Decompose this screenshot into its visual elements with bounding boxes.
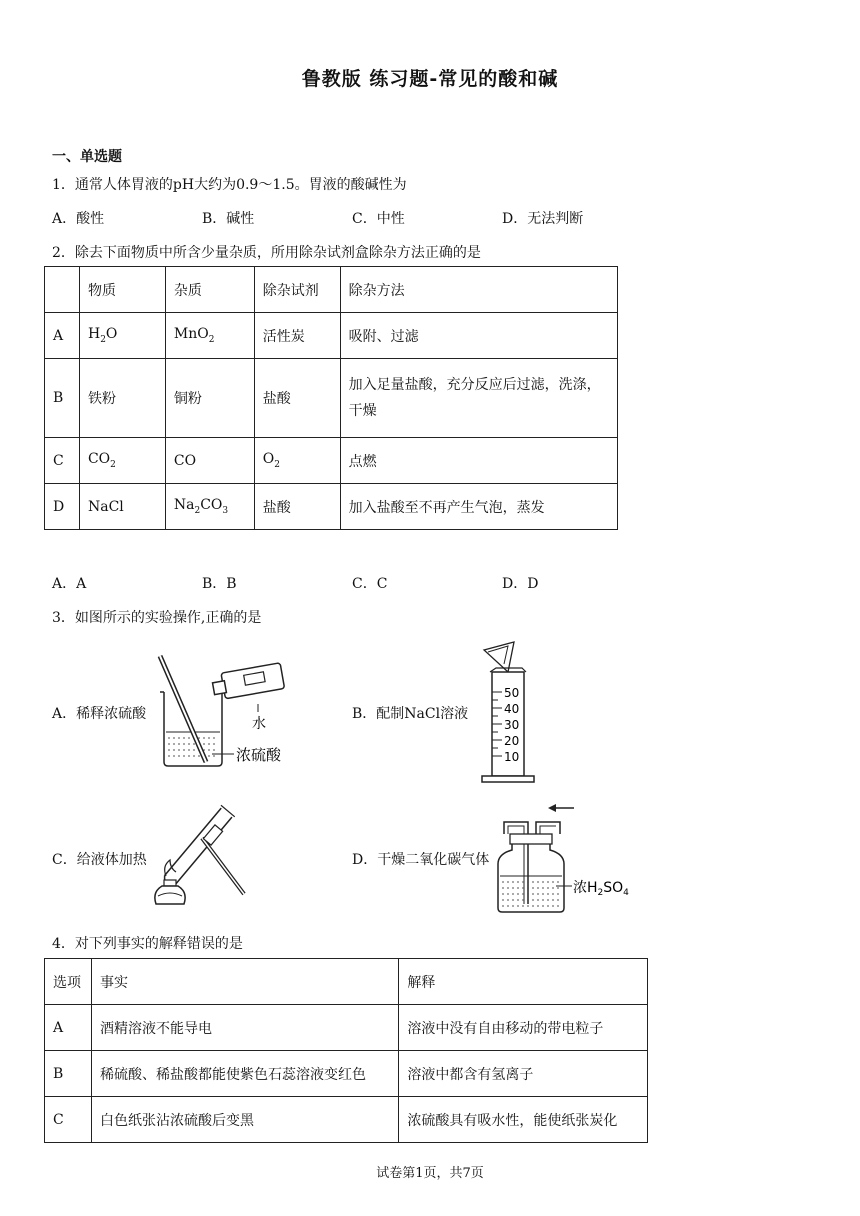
table-header-cell: 选项 [45, 959, 92, 1005]
explain-cell: 溶液中没有自由移动的带电粒子 [399, 1005, 648, 1051]
impurity-cell: $Na_2CO_3$ [165, 484, 254, 530]
q2-option-d[interactable]: D．D [502, 576, 539, 592]
row-label: B [45, 1051, 92, 1097]
reagent-cell: 活性炭 [254, 313, 340, 359]
row-label: B [45, 359, 80, 438]
reagent-cell: 盐酸 [254, 484, 340, 530]
q3-option-d[interactable]: D．干燥二氧化碳气体 [352, 852, 490, 868]
acid-label: 浓$H_2SO_4$ [573, 880, 629, 898]
table-row [45, 1097, 648, 1143]
q2-option-c[interactable]: C．C [352, 576, 388, 592]
q1-option-d[interactable]: D．无法判断 [502, 211, 584, 227]
table-row [45, 438, 618, 484]
q2-option-b[interactable]: B．B [202, 576, 237, 592]
row-label: A [45, 313, 80, 359]
row-label: A [45, 1005, 92, 1051]
table-header-cell: 杂质 [165, 267, 254, 313]
method-cell: 吸附、过滤 [340, 313, 617, 359]
row-label: C [45, 438, 80, 484]
table-row [45, 1005, 648, 1051]
q3-option-a[interactable]: A．稀释浓硫酸 [52, 706, 147, 722]
tick-label: 10 [504, 750, 520, 764]
q4-stem: 4．对下列事实的解释错误的是 [52, 936, 243, 952]
table-row [45, 484, 618, 530]
substance-cell: 铁粉 [79, 359, 165, 438]
explain-cell: 溶液中都含有氢离子 [399, 1051, 648, 1097]
q3-option-b[interactable]: B．配制NaCl溶液 [352, 706, 469, 722]
tick-label: 30 [504, 718, 520, 732]
impurity-cell: CO [165, 438, 254, 484]
method-cell: 加入盐酸至不再产生气泡，蒸发 [340, 484, 617, 530]
dilution-figure [150, 650, 300, 770]
cylinder-figure [478, 640, 558, 786]
page-title: 鲁教版 练习题-常见的酸和碱 [301, 68, 559, 90]
table-header-cell: 物质 [79, 267, 165, 313]
tick-label: 50 [504, 686, 520, 700]
table-header-cell: 解释 [399, 959, 648, 1005]
table-row [45, 313, 618, 359]
explain-cell: 浓硫酸具有吸水性，能使纸张炭化 [399, 1097, 648, 1143]
table-header-cell: 除杂方法 [340, 267, 617, 313]
table-header-row [45, 959, 648, 1005]
drying-figure [490, 800, 640, 918]
tick-label: 20 [504, 734, 520, 748]
q3-option-c[interactable]: C．给液体加热 [52, 852, 147, 868]
acid-label: 浓硫酸 [236, 746, 282, 764]
fact-cell: 酒精溶液不能导电 [91, 1005, 398, 1051]
water-label: 水 [252, 716, 266, 732]
table-row [45, 359, 618, 438]
section-heading: 一、单选题 [52, 149, 122, 165]
q2-option-a[interactable]: A．A [52, 576, 87, 592]
method-cell: 点燃 [340, 438, 617, 484]
method-cell: 加入足量盐酸，充分反应后过滤，洗涤， 干燥 [340, 359, 617, 438]
table-header-cell [45, 267, 80, 313]
impurity-cell: MnO$_2$ [165, 313, 254, 359]
reagent-cell: $O_2$ [254, 438, 340, 484]
q1-stem: 1．通常人体胃液的pH大约为0.9～1.5。胃液的酸碱性为 [52, 177, 407, 193]
table-header-cell: 事实 [91, 959, 398, 1005]
substance-cell: NaCl [79, 484, 165, 530]
q1-option-c[interactable]: C．中性 [352, 211, 405, 227]
q1-option-a[interactable]: A．酸性 [52, 211, 105, 227]
tick-label: 40 [504, 702, 520, 716]
page-footer: 试卷第1页，共7页 [376, 1166, 484, 1181]
reagent-cell: 盐酸 [254, 359, 340, 438]
substance-cell: $CO_2$ [79, 438, 165, 484]
row-label: C [45, 1097, 92, 1143]
q1-option-b[interactable]: B．碱性 [202, 211, 255, 227]
q4-table [44, 958, 648, 1143]
table-header-cell: 除杂试剂 [254, 267, 340, 313]
substance-cell: $H_2O$ [79, 313, 165, 359]
table-header-row [45, 267, 618, 313]
heating-figure [140, 792, 260, 910]
fact-cell: 白色纸张沾浓硫酸后变黑 [91, 1097, 398, 1143]
impurity-cell: 铜粉 [165, 359, 254, 438]
q2-table [44, 266, 618, 530]
fact-cell: 稀硫酸、稀盐酸都能使紫色石蕊溶液变红色 [91, 1051, 398, 1097]
row-label: D [45, 484, 80, 530]
q2-stem: 2．除去下面物质中所含少量杂质，所用除杂试剂盒除杂方法正确的是 [52, 245, 481, 261]
table-row [45, 1051, 648, 1097]
q3-stem: 3．如图所示的实验操作,正确的是 [52, 610, 262, 626]
